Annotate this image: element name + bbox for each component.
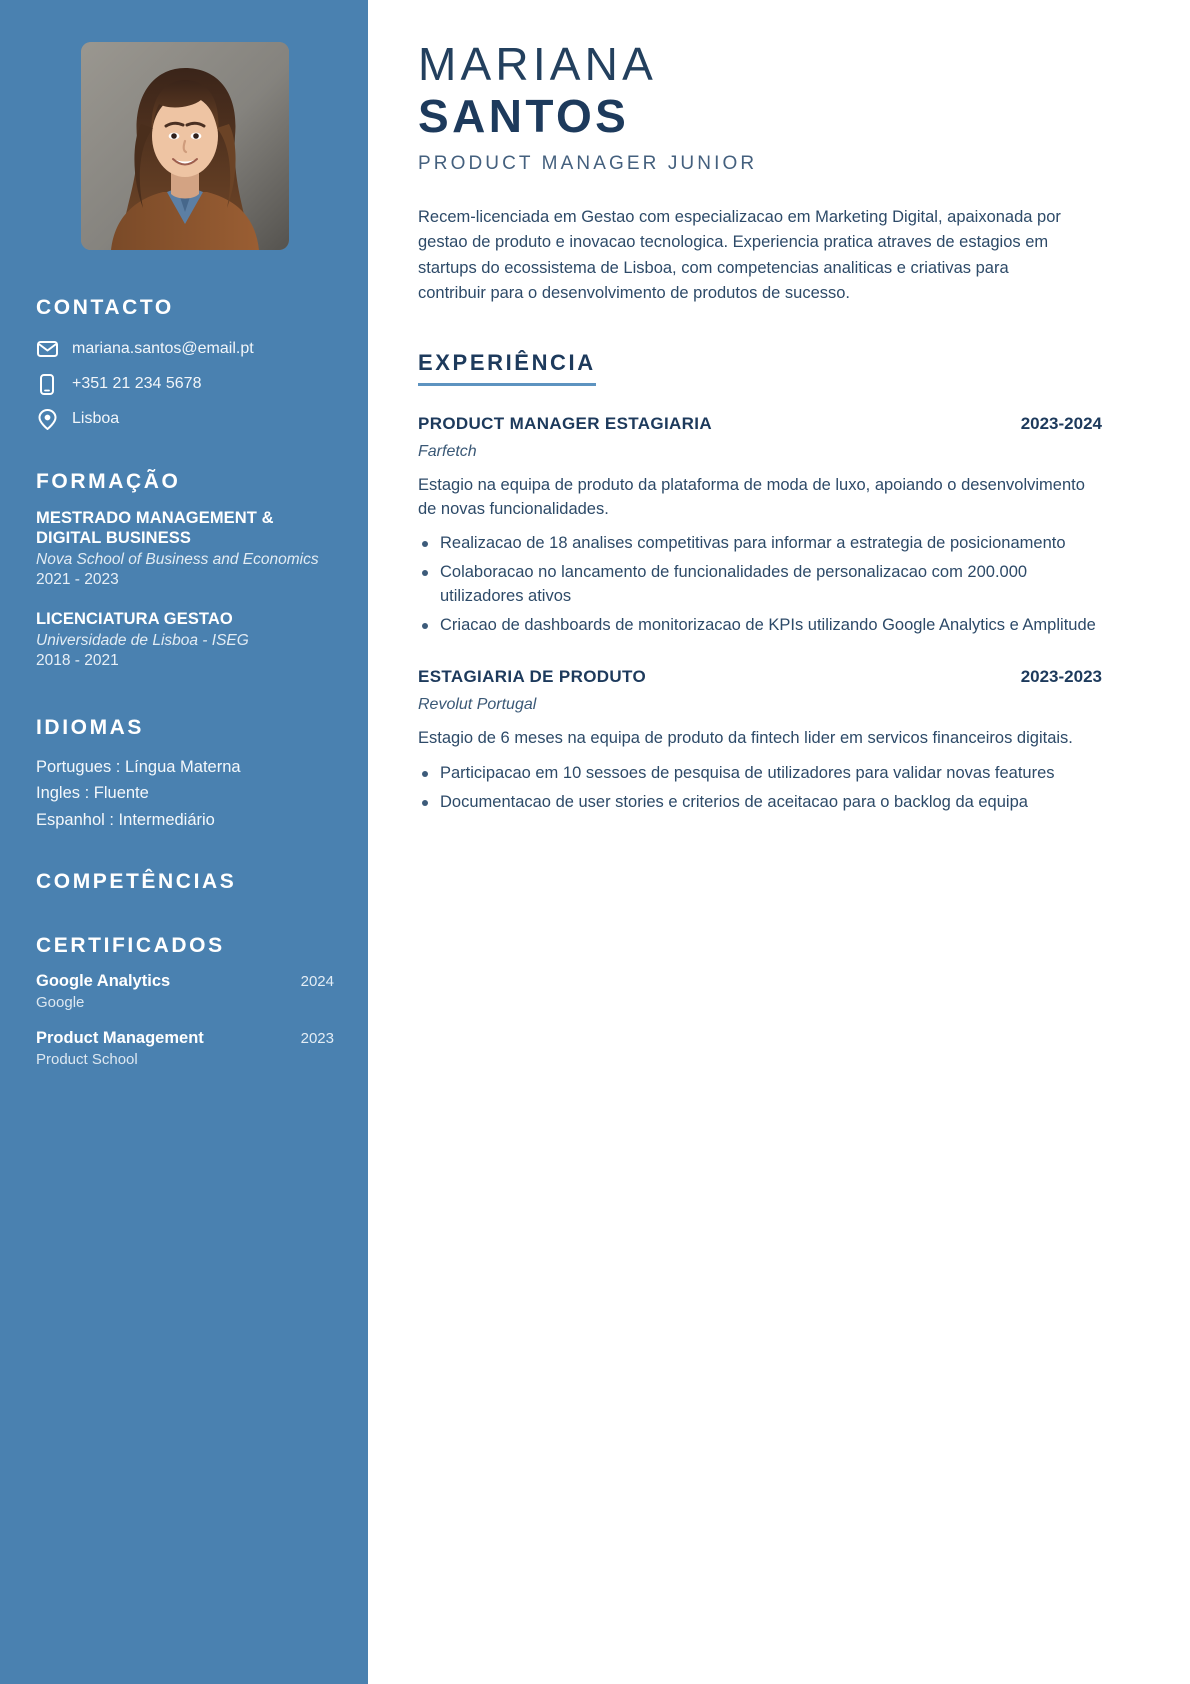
- experience-description: Estagio de 6 meses na equipa de produto da fintech lider em servicos financeiros digitais.: [418, 729, 1073, 748]
- experience-header: [418, 414, 1102, 434]
- main-content: [368, 0, 1190, 1684]
- certificate-year: 2024: [300, 972, 334, 990]
- education-school: Universidade de Lisboa - ISEG: [36, 631, 249, 649]
- job-title: PRODUCT MANAGER JUNIOR: [418, 153, 758, 175]
- experience-bullet: Colaboracao no lancamento de funcionalidades de personalizacao com 200.000 utilizadores ativos: [418, 561, 1102, 609]
- certificate-header: [36, 972, 334, 991]
- education-item: [36, 508, 334, 589]
- spacer: [36, 690, 334, 716]
- contact-email[interactable]: [36, 338, 334, 360]
- sidebar: [0, 0, 368, 1684]
- experience-bullet: Criacao de dashboards de monitorizacao de KPIs utilizando Google Analytics e Amplitude: [418, 614, 1102, 638]
- experience-bullet: Realizacao de 18 analises competitivas para informar a estrategia de posicionamento: [418, 532, 1102, 556]
- experience-bullet-list: [418, 532, 1102, 637]
- profile-photo-container: [36, 42, 334, 250]
- experience-company: Farfetch: [418, 442, 477, 460]
- experience-dates: 2023-2023: [1020, 667, 1102, 687]
- education-item: [36, 609, 334, 670]
- contact-location-value: Lisboa: [72, 410, 120, 427]
- certificate-item: [36, 1029, 334, 1068]
- phone-icon: [36, 373, 58, 395]
- experience-dates: 2023-2024: [1020, 413, 1102, 433]
- experience-role: PRODUCT MANAGER ESTAGIARIA: [418, 413, 713, 433]
- last-name: SANTOS: [418, 89, 630, 142]
- education-degree: MESTRADO MANAGEMENT & DIGITAL BUSINESS: [36, 509, 274, 548]
- experience-role: ESTAGIARIA DE PRODUTO: [418, 667, 647, 687]
- envelope-icon: [36, 338, 58, 360]
- certificate-name: Product Management: [36, 1028, 204, 1047]
- portrait-illustration: [81, 42, 289, 250]
- experience-company: Revolut Portugal: [418, 696, 537, 714]
- certificates-heading: CERTIFICADOS: [36, 933, 225, 957]
- contact-phone-value: +351 21 234 5678: [72, 375, 202, 392]
- education-heading: FORMAÇÃO: [36, 470, 181, 493]
- experience-entry: [418, 667, 1102, 814]
- experience-entry: [418, 414, 1102, 638]
- contact-list: [36, 338, 334, 430]
- contact-email-value: mariana.santos@email.pt: [72, 340, 254, 357]
- skills-list: [36, 912, 334, 934]
- experience-bullet: Documentacao de user stories e criterios de aceitacao para o backlog da equipa: [418, 791, 1102, 815]
- certificate-year: 2023: [300, 1029, 334, 1047]
- experience-bullet-list: [418, 762, 1102, 815]
- profile-photo: [81, 42, 289, 250]
- experience-bullet: Participacao em 10 sessoes de pesquisa de utilizadores para validar novas features: [418, 762, 1102, 786]
- language-item: Portugues : Língua Materna: [36, 757, 241, 776]
- experience-header: [418, 667, 1102, 687]
- location-pin-icon: [36, 408, 58, 430]
- certificate-item: [36, 972, 334, 1011]
- contact-phone[interactable]: [36, 373, 334, 395]
- certificate-issuer: Product School: [36, 1050, 138, 1068]
- certificate-name: Google Analytics: [36, 971, 171, 990]
- education-years: 2018 - 2021: [36, 651, 119, 669]
- profile-summary: Recem-licenciada em Gestao com especializacao em Marketing Digital, apaixonada por gestao de produto e inovacao tecnologica. Experiencia pratica atraves de estagios em startups do ecossistema de Lisboa, com competencias analiticas e criativas para contribuir para o desenvolvimento de produtos de sucesso.: [418, 208, 1061, 302]
- certificate-issuer: Google: [36, 993, 85, 1011]
- experience-heading: EXPERIÊNCIA: [418, 350, 596, 386]
- education-years: 2021 - 2023: [36, 571, 119, 589]
- contact-location[interactable]: [36, 408, 334, 430]
- education-school: Nova School of Business and Economics: [36, 550, 319, 568]
- certificate-header: [36, 1029, 334, 1048]
- language-item: Espanhol : Intermediário: [36, 811, 215, 830]
- skills-heading: COMPETÊNCIAS: [36, 869, 237, 893]
- experience-description: Estagio na equipa de produto da plataforma de moda de luxo, apoiando o desenvolvimento de novas funcionalidades.: [418, 475, 1085, 519]
- contact-heading: CONTACTO: [36, 296, 174, 319]
- language-item: Ingles : Fluente: [36, 784, 149, 803]
- languages-list: [36, 754, 334, 834]
- first-name: MARIANA: [418, 38, 657, 90]
- education-degree: LICENCIATURA GESTAO: [36, 610, 233, 629]
- languages-heading: IDIOMAS: [36, 715, 145, 739]
